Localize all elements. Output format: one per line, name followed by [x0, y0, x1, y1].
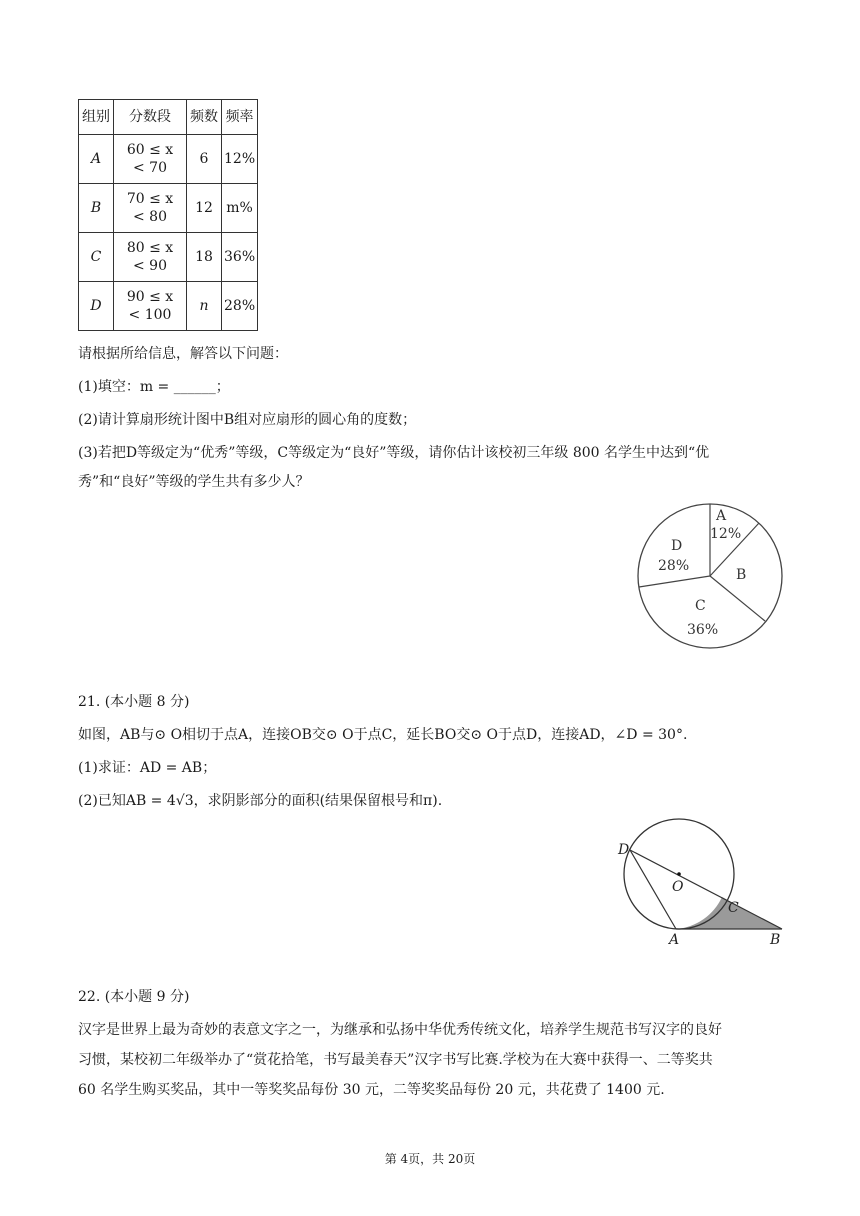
table-row [79, 135, 258, 184]
point-label-c: C [728, 900, 739, 916]
q20-part1: (1)填空：m = ______； [78, 379, 230, 395]
table-header-cell: 分数段 [114, 100, 187, 135]
pie-chart-figure [630, 498, 790, 658]
q22-title: 22. (本小题 9 分) [78, 989, 190, 1005]
q20-part3-line2: 秀”和“良好”等级的学生共有多少人？ [78, 474, 310, 490]
q20-part2: (2)请计算扇形统计图中B组对应扇形的圆心角的度数； [78, 412, 417, 428]
table-header-cell: 频率 [222, 100, 258, 135]
q21-part2: (2)已知AB = 4√3，求阴影部分的面积(结果保留根号和π). [78, 793, 443, 809]
range-line: < 80 [133, 209, 167, 225]
table-cell-range [114, 135, 187, 184]
point-label-b: B [770, 932, 781, 948]
table-cell-rate: 28% [222, 282, 258, 331]
frequency-table [78, 99, 258, 331]
pie-pct-d: 28% [658, 558, 690, 574]
table-cell-range [114, 184, 187, 233]
table-cell-range [114, 233, 187, 282]
table-cell-rate: 36% [222, 233, 258, 282]
pie-label-a: A [716, 508, 727, 524]
center-point [677, 872, 681, 876]
table-row [79, 282, 258, 331]
q22-line2: 习惯，某校初二年级举办了“赏花拾笔，书写最美春天”汉字书写比赛.学校为在大赛中获得一、二等奖共 [78, 1052, 713, 1068]
table-cell-group: C [79, 233, 114, 282]
table-header-cell: 组别 [79, 100, 114, 135]
table-cell-group: A [79, 135, 114, 184]
q21-stem: 如图，AB与⊙ O相切于点A，连接OB交⊙ O于点C，延长BO交⊙ O于点D，连接AD，∠D = 30°. [78, 727, 688, 743]
range-line: 90 ≤ x [126, 289, 174, 305]
range-line: < 100 [128, 307, 172, 323]
range-line: 80 ≤ x [126, 240, 174, 256]
table-cell-count: 12 [187, 184, 222, 233]
table-header-row [79, 100, 258, 135]
range-line: 70 ≤ x [126, 191, 174, 207]
q20-intro: 请根据所给信息，解答以下问题： [78, 346, 288, 362]
table-row [79, 233, 258, 282]
pie-pct-a: 12% [710, 526, 742, 542]
table-cell-count: n [187, 282, 222, 331]
geometry-figure [612, 818, 787, 953]
point-label-d: D [618, 842, 630, 858]
table-cell-group: B [79, 184, 114, 233]
pie-label-c: C [695, 598, 706, 614]
pie-label-b: B [736, 567, 747, 583]
q22-line1: 汉字是世界上最为奇妙的表意文字之一，为继承和弘扬中华优秀传统文化，培养学生规范书写汉字的良好 [78, 1022, 722, 1038]
pie-label-d: D [671, 538, 683, 554]
range-line: < 90 [133, 258, 167, 274]
pie-pct-c: 36% [687, 622, 719, 638]
point-label-o: O [672, 879, 684, 895]
q21-title: 21. (本小题 8 分) [78, 694, 190, 710]
table-header-cell: 频数 [187, 100, 222, 135]
range-line: < 70 [133, 160, 167, 176]
table-cell-rate: m% [222, 184, 258, 233]
page-footer: 第 4页，共 20页 [384, 1152, 476, 1166]
table-cell-rate: 12% [222, 135, 258, 184]
table-cell-count: 18 [187, 233, 222, 282]
table-row [79, 184, 258, 233]
q21-part1: (1)求证：AD = AB； [78, 760, 217, 776]
q20-part3-line1: (3)若把D等级定为“优秀”等级，C等级定为“良好”等级，请你估计该校初三年级 800 名学生中达到“优 [78, 445, 710, 461]
point-label-a: A [669, 932, 680, 948]
range-line: 60 ≤ x [126, 142, 174, 158]
q22-line3: 60 名学生购买奖品，其中一等奖奖品每份 30 元，二等奖奖品每份 20 元，共花费了 1400 元. [78, 1082, 665, 1098]
table-cell-range [114, 282, 187, 331]
table-cell-group: D [79, 282, 114, 331]
table-cell-count: 6 [187, 135, 222, 184]
